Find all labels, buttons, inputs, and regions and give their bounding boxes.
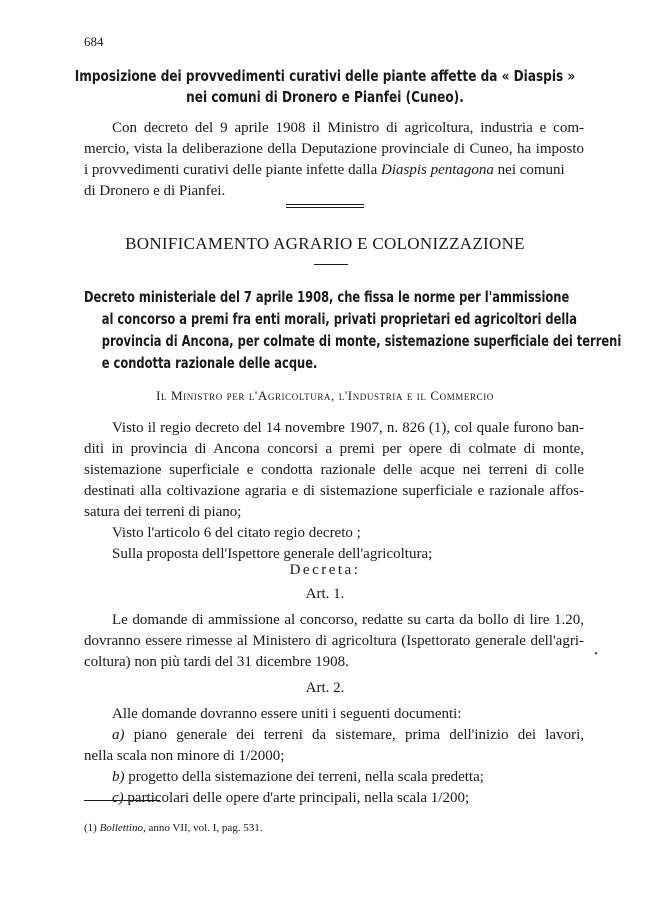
heading-line-2: nei comuni di Dronero e Pianfei (Cuneo). <box>186 88 464 106</box>
article-1-text <box>84 610 584 673</box>
list-item <box>84 746 584 767</box>
visti-paragraph <box>84 418 584 565</box>
item-letter: a) <box>112 727 125 743</box>
decreto-line: provincia di Ancona, per colmate di monte, sistemazione superficiale dei terreni <box>101 332 622 350</box>
paragraph-line <box>84 160 584 181</box>
list-item <box>84 788 584 809</box>
paragraph-line: mercio, vista la deliberazione della Deputazione provinciale di Cuneo, ha imposto <box>84 141 584 157</box>
article-line: Alle domande dovranno essere uniti i seguenti documenti: <box>112 706 462 722</box>
ministro-line: Il Ministro per l'Agricoltura, l'Industria e il Commercio <box>156 388 494 403</box>
paragraph-text: nei comuni <box>493 162 565 178</box>
article-line: coltura) non più tardi del 31 dicembre 1908. <box>84 654 349 670</box>
item-text: particolari delle opere d'arte principali, nella scala 1/200; <box>123 790 470 806</box>
heading-line-1: Imposizione dei provvedimenti curativi delle piante affette da « Diaspis » <box>74 67 576 85</box>
article-2-heading: Art. 2. <box>305 680 345 696</box>
visti-line: destinati alla coltivazione agraria e di sistemazione superficiale e razionale affos- <box>84 483 584 499</box>
paragraph-line: Con decreto del 9 aprile 1908 il Ministro di agricoltura, industria e com- <box>112 120 584 136</box>
visti-line: Sulla proposta dell'Ispettore generale dell'agricoltura; <box>112 546 433 562</box>
list-item <box>84 767 584 788</box>
margin-dot: • <box>594 648 598 660</box>
decreto-line: e condotta razionale delle acque. <box>101 354 318 372</box>
visti-line: Visto l'articolo 6 del citato regio decreto ; <box>112 525 361 541</box>
footnote-rule <box>84 800 160 801</box>
item-text: nella scala non minore di 1/2000; <box>84 748 285 764</box>
list-item <box>84 725 584 746</box>
section-rule <box>314 264 348 265</box>
article-1-heading: Art. 1. <box>305 586 345 602</box>
item-text: piano generale dei terreni da sistemare, prima dell'inizio dei lavori, <box>124 727 584 743</box>
paragraph-diaspis <box>84 118 584 202</box>
footnote-number: (1) <box>84 822 100 834</box>
decreto-line: Decreto ministeriale del 7 aprile 1908, che fissa le norme per l'ammissione <box>84 288 570 306</box>
decreto-line: al concorso a premi fra enti morali, privati proprietari ed agricoltori della <box>101 310 577 328</box>
paragraph-text: i provvedimenti curativi delle piante infette dalla <box>84 162 381 178</box>
item-text: progetto della sistemazione dei terreni, nella scala predetta; <box>124 769 484 785</box>
page-number: 684 <box>84 34 104 49</box>
visti-line: satura dei terreni di piano; <box>84 504 242 520</box>
double-rule-bottom <box>286 207 364 208</box>
double-rule-top <box>286 204 364 205</box>
decreta-heading: Decreta: <box>289 562 361 578</box>
footnote-text: , anno VII, vol. I, pag. 531. <box>142 822 263 834</box>
decreto-title <box>84 286 622 374</box>
visti-line: sistemazione superficiale e condotta razionale delle acque nei terreni di colle <box>84 462 584 478</box>
visti-line: Visto il regio decreto del 14 novembre 1907, n. 826 (1), col quale furono ban- <box>112 420 584 436</box>
article-line: Le domande di ammissione al concorso, redatte su carta da bollo di lire 1.20, <box>112 612 584 628</box>
species-name: Diaspis pentagona <box>380 162 494 178</box>
section-title: BONIFICAMENTO AGRARIO E COLONIZZAZIONE <box>125 234 525 253</box>
paragraph-line: di Dronero e di Pianfei. <box>84 183 226 199</box>
footnote <box>84 822 263 834</box>
footnote-source: Bollettino <box>99 822 143 834</box>
article-2-text <box>84 704 584 809</box>
item-letter: b) <box>112 769 125 785</box>
visti-line: diti in provincia di Ancona concorsi a premi per opere di colmate di monte, <box>84 441 584 457</box>
article-line: dovranno essere rimesse al Ministero di agricoltura (Ispettorato generale dell'agri- <box>84 633 584 649</box>
item-letter: c) <box>112 790 124 806</box>
